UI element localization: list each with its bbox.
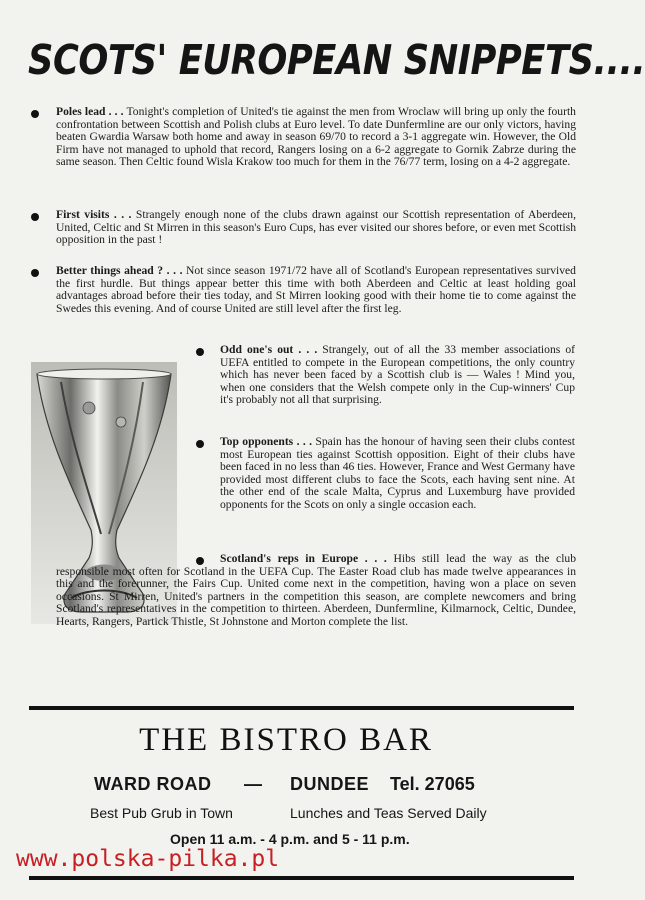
snippet-lead: Odd one's out . . .	[220, 343, 318, 356]
snippet-text: Hibs still lead the way as the club responsible most often for Scotland in the UEFA Cup. The Easter Road club has made twelve appearances in this and the forerunner, the Fairs Cup. United come next in the competition, having won a place on seven occasions. St Mirren, United's partners in the competition this season, are complete newcomers and bring Scotland's representatives in the competition to thirteen. Aberdeen, Dunfermline, Kilmarnock, Celtic, Dundee, Hearts, Rangers, Partick Thistle, St Johnstone and Morton complete the list.	[56, 552, 577, 628]
ad-opening-hours: Open 11 a.m. - 4 p.m. and 5 - 11 p.m.	[170, 831, 410, 847]
snippet-poles-lead	[56, 106, 576, 169]
ad-title: THE BISTRO BAR	[139, 722, 433, 758]
ad-tagline-left: Best Pub Grub in Town	[90, 805, 233, 821]
bullet-icon	[31, 213, 39, 221]
snippet-text: Strangely enough none of the clubs drawn against our Scottish representation of Aberdeen, United, Celtic and St Mirren in this season's Euro Cups, has ever visited our shores before, or even met Scottish opposition in the past !	[56, 208, 576, 247]
snippet-text: Tonight's completion of United's tie against the men from Wroclaw will bring up only the fourth confrontation between Scottish and Polish clubs at Euro level. To date Dunfermline are our only victors, having beaten Gwardia Warsaw both home and away in season 69/70 to record a 3-1 aggregate win. However, the Old Firm have not managed to uphold that record, Rangers losing on a 6-2 aggregate to Gornik Zabrze during the same season. Then Celtic found Wisla Krakow too much for them in the 76/77 term, losing on a 4-2 aggregate.	[56, 105, 576, 169]
snippet-lead: First visits . . .	[56, 208, 132, 221]
ad-top-rule	[29, 706, 574, 710]
snippet-lead: Poles lead . . .	[56, 105, 124, 118]
snippet-text: Spain has the honour of having seen their clubs contest most European ties against Scottish opposition. Eight of their clubs have been faced in no less than 46 ties. However, France and West Germany have provided most different clubs to face the Scots, each having sent nine. At the other end of the scale Malta, Cyprus and Luxemburg have provided opponents for the Scots on only a single occasion each.	[220, 435, 575, 511]
bullet-icon	[31, 110, 39, 118]
snippet-text: Not since season 1971/72 have all of Scotland's European representatives survived the first hurdle. But things appear better this time with both Aberdeen and Celtic at least holding goal advantages abroad before their ties today, and St Mirren looking good with their home tie to come against the Swedes this evening. And of course United are still level after the first leg.	[56, 264, 576, 315]
page-headline: SCOTS' EUROPEAN SNIPPETS....	[28, 36, 645, 84]
bullet-icon	[196, 440, 204, 448]
bullet-icon	[196, 348, 204, 356]
snippet-text: Strangely, out of all the 33 member associations of UEFA entitled to compete in the European competitions, the only country which has never been faced by a Scottish club is — Wales ! Mind you, when one considers that the Welsh compete only in the Cup-winners' Cup it's probably not all that surprising.	[220, 343, 575, 407]
snippet-lead: Better things ahead ? . . .	[56, 264, 183, 277]
snippet-lead: Top opponents . . .	[220, 435, 313, 448]
ad-city: DUNDEE	[290, 774, 370, 794]
snippet-better-things	[56, 265, 576, 315]
watermark: www.polska-pilka.pl	[16, 846, 280, 872]
snippet-odd-ones-out	[220, 344, 575, 407]
ad-tagline-right: Lunches and Teas Served Daily	[290, 805, 487, 821]
ad-telephone: Tel. 27065	[390, 774, 475, 794]
snippet-first-visits	[56, 209, 576, 247]
ad-street: WARD ROAD	[94, 774, 212, 794]
snippet-top-opponents	[220, 436, 575, 512]
bullet-icon	[31, 269, 39, 277]
ad-dash: —	[244, 774, 262, 794]
ad-bottom-rule	[29, 876, 574, 880]
snippet-lead: Scotland's reps in Europe . . .	[220, 552, 387, 565]
snippet-scotlands-reps	[56, 553, 576, 629]
